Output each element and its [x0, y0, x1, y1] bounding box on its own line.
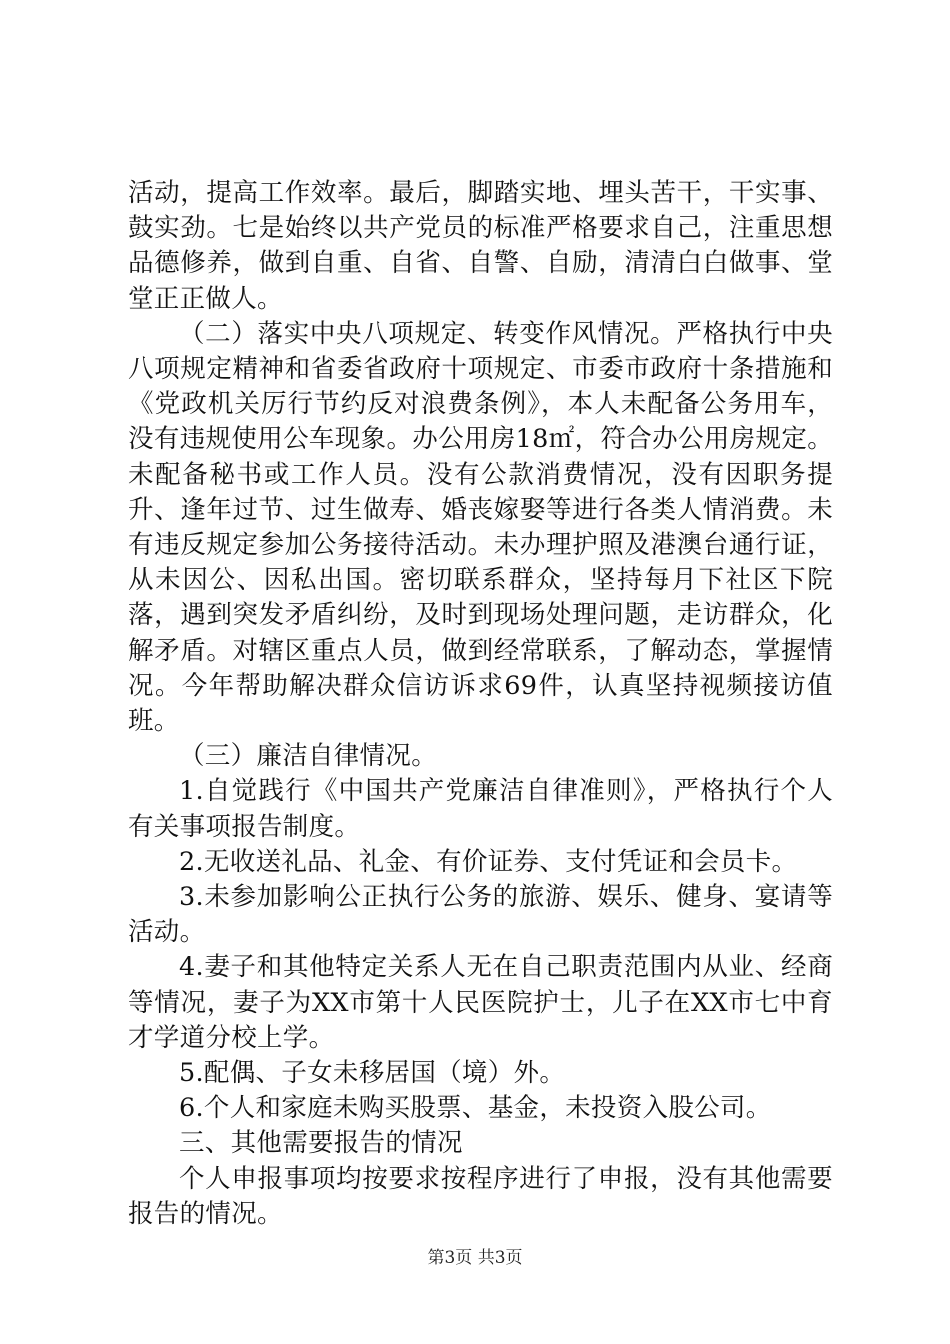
- paragraph-item-4: 4.妻子和其他特定关系人无在自己职责范围内从业、经商等情况，妻子为XX市第十人民医院护士，儿子在XX市七中育才学道分校上学。: [128, 952, 833, 1053]
- paragraph-item-6: 6.个人和家庭未购买股票、基金，未投资入股公司。: [179, 1093, 772, 1124]
- heading-other-matters: 三、其他需要报告的情况: [179, 1128, 463, 1159]
- paragraph-item-3: 3.未参加影响公正执行公务的旅游、娱乐、健身、宴请等活动。: [128, 882, 833, 948]
- paragraph-item-5: 5.配偶、子女未移居国（境）外。: [179, 1058, 566, 1089]
- document-body: [128, 176, 833, 1232]
- paragraph-other-matters: 个人申报事项均按要求按程序进行了申报，没有其他需要报告的情况。: [128, 1163, 833, 1229]
- page-number-footer: 第3页 共3页: [427, 1248, 523, 1268]
- paragraph-continuation: 活动，提高工作效率。最后，脚踏实地、埋头苦干，干实事、鼓实劲。七是始终以共产党员的标准严格要求自己，注重思想品德修养，做到自重、自省、自警、自励，清清白白做事、堂堂正正做人。: [128, 178, 833, 314]
- paragraph-section-2: （二）落实中央八项规定、转变作风情况。严格执行中央八项规定精神和省委省政府十项规定、市委市政府十条措施和《党政机关厉行节约反对浪费条例》，本人未配备公务用车，没有违规使用公车现象。办公用房18㎡，符合办公用房规定。未配备秘书或工作人员。没有公款消费情况，没有因职务提升、逢年过节、过生做寿、婚丧嫁娶等进行各类人情消费。未有违反规定参加公务接待活动。未办理护照及港澳台通行证，从未因公、因私出国。密切联系群众，坚持每月下社区下院落，遇到突发矛盾纠纷，及时到现场处理问题，走访群众，化解矛盾。对辖区重点人员，做到经常联系，了解动态，掌握情况。今年帮助解决群众信访诉求69件，认真坚持视频接访值班。: [128, 318, 833, 737]
- paragraph-item-2: 2.无收送礼品、礼金、有价证券、支付凭证和会员卡。: [179, 846, 798, 877]
- paragraph-item-1: 1.自觉践行《中国共产党廉洁自律准则》，严格执行个人有关事项报告制度。: [128, 776, 833, 842]
- paragraph-section-3-heading: （三）廉洁自律情况。: [179, 741, 438, 772]
